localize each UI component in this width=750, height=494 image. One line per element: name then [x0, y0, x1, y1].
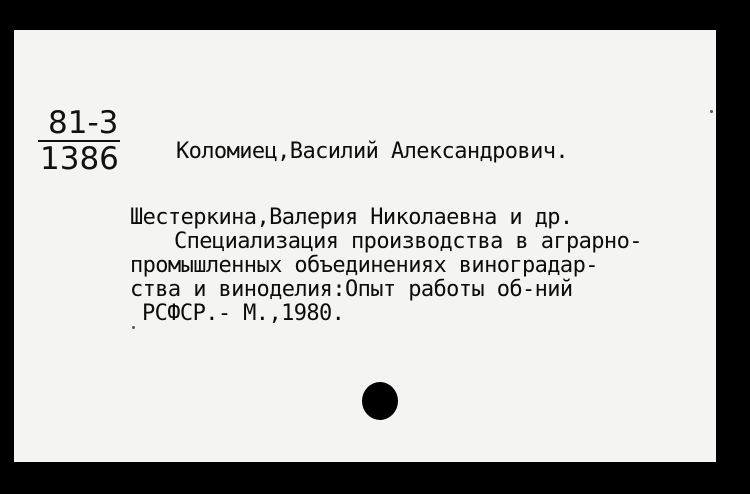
catalog-card [14, 30, 716, 462]
entry-line: промышленных объединениях виноградар- [130, 253, 598, 278]
call-number [38, 106, 124, 176]
entry-line: Шестеркина,Валерия Николаевна и др. [130, 205, 573, 230]
call-number-bottom: 1386 [40, 141, 119, 177]
entry-line: Специализация производства в аграрно- [174, 229, 642, 254]
entry-line: ства и виноделия:Опыт работы об-ний [130, 277, 573, 302]
call-number-top: 81-3 [38, 106, 120, 142]
speck-mark [710, 110, 713, 113]
card-heading: Коломиец,Василий Александрович. [176, 139, 568, 164]
punch-hole [362, 382, 398, 420]
speck-mark [132, 326, 135, 329]
entry-line: РСФСР.- М.,1980. [142, 301, 345, 326]
